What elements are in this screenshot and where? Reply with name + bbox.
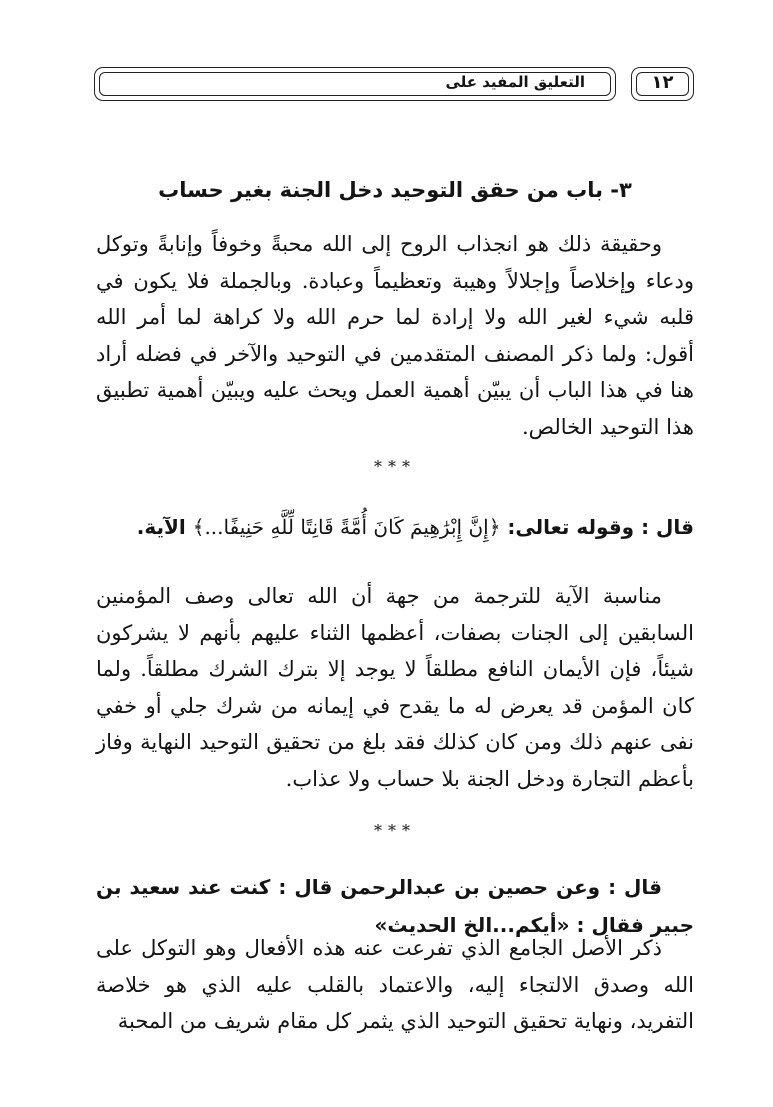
section-heading-lead: قال : وقوله تعالى:: [500, 515, 694, 539]
section-heading-tail: الآية.: [136, 515, 193, 539]
section-heading: قال : وعن حصين بن عبدالرحمن قال : كنت عند سعيد بن جبير فقال : «أيكم...الخ الحديث»: [96, 875, 694, 937]
body-paragraph: مناسبة الآية للترجمة من جهة أن الله تعالى وصف المؤمنين السابقين إلى الجنات بصفات، أعظمها الثناء عليهم بأنهم لا يشركون شيئاً، فإن الأيمان النافع مطلقاً لا يوجد إلا بترك الشرك مطلقاً. ولما كان المؤمن قد يعرض له ما يقدح في إيمانه من شرك جلي أو خفي نفى عنهم ذلك ومن كان كذلك فقد بلغ من تحقيق التوحيد النهاية وفاز بأعظم التجارة ودخل الجنة بلا حساب ولا عذاب.: [96, 584, 694, 791]
running-title: التعليق المفيد على: [445, 73, 585, 91]
quran-verse: ﴿إِنَّ إِبْرَٰهِيمَ كَانَ أُمَّةً قَانِتًا لِّلَّهِ حَنِيفًا...﴾: [192, 515, 501, 539]
header-title-frame: [94, 67, 616, 101]
header-page-frame: [631, 67, 694, 101]
chapter-title: ٣- باب من حقق التوحيد دخل الجنة بغير حساب: [158, 178, 632, 202]
section-heading: [96, 508, 694, 546]
body-paragraph: ذكر الأصل الجامع الذي تفرعت عنه هذه الأفعال وهو التوكل على الله وصدق الالتجاء إليه، والاعتماد بالقلب عليه الذي هو خلاصة التفريد، ونهاية تحقيق التوحيد الذي يثمر كل مقام شريف من المحبة: [96, 936, 694, 1034]
section-separator: ***: [374, 821, 416, 840]
section-separator: ***: [374, 457, 416, 476]
page-number: ١٢: [651, 72, 674, 93]
page-header: [94, 67, 694, 105]
body-paragraph: وحقيقة ذلك هو انجذاب الروح إلى الله محبةً وخوفاً وإنابةً وتوكل ودعاء وإخلاصاً وإجلالاً وهيبة وتعظيماً وعبادة. وبالجملة فلا يكون في قلبه شيء لغير الله ولا إرادة لما حرم الله ولا كراهة لما أمر الله أقول: ولما ذكر المصنف المتقدمين في التوحيد والآخر في فضله أراد هنا في هذا الباب أن يبيّن أهمية العمل ويحث عليه ويبيّن أهمية تطبيق هذا التوحيد الخالص.: [96, 232, 694, 439]
